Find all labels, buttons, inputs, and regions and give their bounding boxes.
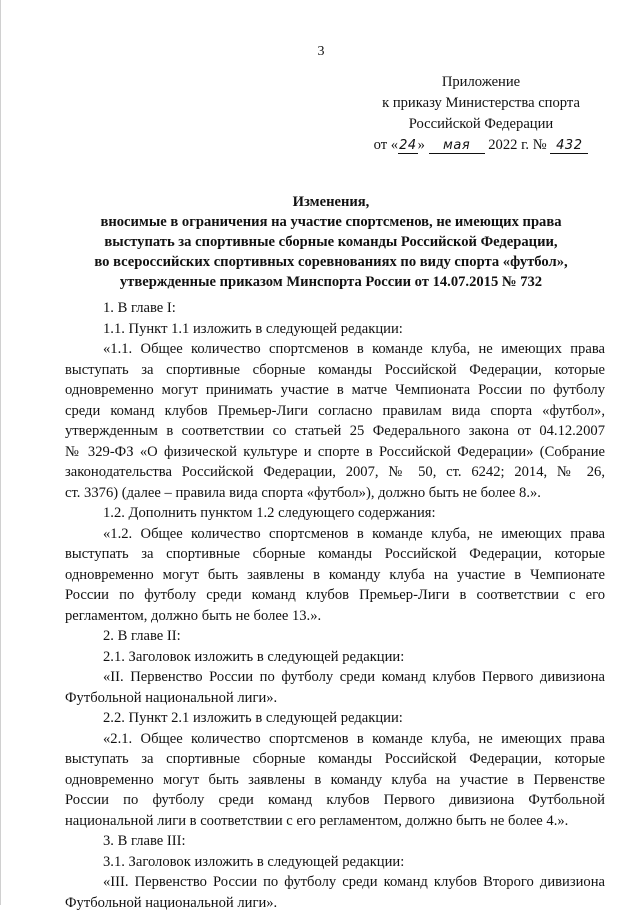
text-line: Футбольной национальной лиги». [65, 688, 605, 709]
text-line: ст. 3376) (далее – правила вида спорта «футбол»), должно быть не более 8.». [65, 483, 605, 504]
paragraph-1-1-text [65, 339, 605, 503]
text-line: выступать за спортивные сборные команды Российской Федерации, которые [65, 360, 605, 381]
order-quote-close: » [418, 137, 425, 153]
text-line: Футбольной национальной лиги». [65, 893, 605, 913]
text-line: одновременно могут быть заявлены в команду клуба на участие в Чемпионате [65, 565, 605, 586]
paragraph-2-1-text [65, 667, 605, 708]
appendix-title: Приложение [371, 72, 591, 93]
heading-line-2: вносимые в ограничения на участие спортсменов, не имеющих права [61, 212, 601, 232]
order-date-line [371, 135, 591, 156]
text-line: «1.2. Общее количество спортсменов в команде клуба, не имеющих права [65, 524, 605, 545]
paragraph-1-2: 1.2. Дополнить пунктом 1.2 следующего содержания: [65, 503, 605, 524]
heading-line-1: Изменения, [61, 192, 601, 212]
text-line: законодательства Российской Федерации, 2007, № 50, ст. 6242; 2014, № 26, [65, 462, 605, 483]
text-line: «1.1. Общее количество спортсменов в команде клуба, не имеющих права [65, 339, 605, 360]
paragraph-1-1: 1.1. Пункт 1.1 изложить в следующей редакции: [65, 319, 605, 340]
text-line: одновременно могут быть заявлены в команду клуба на участие в Первенстве [65, 770, 605, 791]
text-line: «II. Первенство России по футболу среди команд клубов Первого дивизиона [65, 667, 605, 688]
text-line: России по футболу среди команд клубов Первого дивизиона Футбольной [65, 790, 605, 811]
text-line: № 329-ФЗ «О физической культуре и спорте в Российской Федерации» (Собрание [65, 442, 605, 463]
text-line: «III. Первенство России по футболу среди команд клубов Второго дивизиона [65, 872, 605, 893]
text-line: выступать за спортивные сборные команды Российской Федерации, которые [65, 544, 605, 565]
appendix-block [371, 72, 591, 156]
heading-line-5: утвержденные приказом Минспорта России от 14.07.2015 № 732 [61, 272, 601, 292]
order-month: мая [429, 139, 485, 154]
text-line: «2.1. Общее количество спортсменов в команде клуба, не имеющих права [65, 729, 605, 750]
text-line: национальной лиги в соответствии с его регламентом, должно быть не более 4.». [65, 811, 605, 832]
paragraph-3-1-text [65, 872, 605, 913]
order-prefix: от « [374, 137, 398, 153]
order-day: 24 [398, 139, 418, 154]
paragraph-3: 3. В главе III: [65, 831, 605, 852]
text-line: утвержденным в соответствии со статьей 25 Федерального закона от 04.12.2007 [65, 421, 605, 442]
appendix-ministry: Российской Федерации [371, 114, 591, 135]
appendix-order-ref: к приказу Министерства спорта [371, 93, 591, 114]
heading-line-4: во всероссийских спортивных соревнованиях по виду спорта «футбол», [61, 252, 601, 272]
text-line: России по футболу среди команд клубов Премьер-Лиги в соответствии с его [65, 585, 605, 606]
paragraph-3-1: 3.1. Заголовок изложить в следующей редакции: [65, 852, 605, 873]
text-line: выступать за спортивные сборные команды Российской Федерации, которые [65, 749, 605, 770]
paragraph-2-2: 2.2. Пункт 2.1 изложить в следующей редакции: [65, 708, 605, 729]
page-number: 3 [1, 44, 640, 60]
order-number: 432 [550, 139, 588, 154]
document-heading [61, 192, 601, 292]
paragraph-1: 1. В главе I: [65, 298, 605, 319]
paragraph-2-1: 2.1. Заголовок изложить в следующей редакции: [65, 647, 605, 668]
text-line: регламентом, должно быть не более 13.». [65, 606, 605, 627]
paragraph-2-2-text [65, 729, 605, 832]
text-line: среди команд клубов Премьер-Лиги согласно правилам вида спорта «футбол», [65, 401, 605, 422]
heading-line-3: выступать за спортивные сборные команды Российской Федерации, [61, 232, 601, 252]
order-year: 2022 г. [488, 137, 529, 153]
paragraph-1-2-text [65, 524, 605, 627]
text-line: одновременно могут принимать участие в матче Чемпионата России по футболу [65, 380, 605, 401]
order-number-label: № [533, 137, 547, 153]
document-body [65, 298, 605, 913]
paragraph-2: 2. В главе II: [65, 626, 605, 647]
